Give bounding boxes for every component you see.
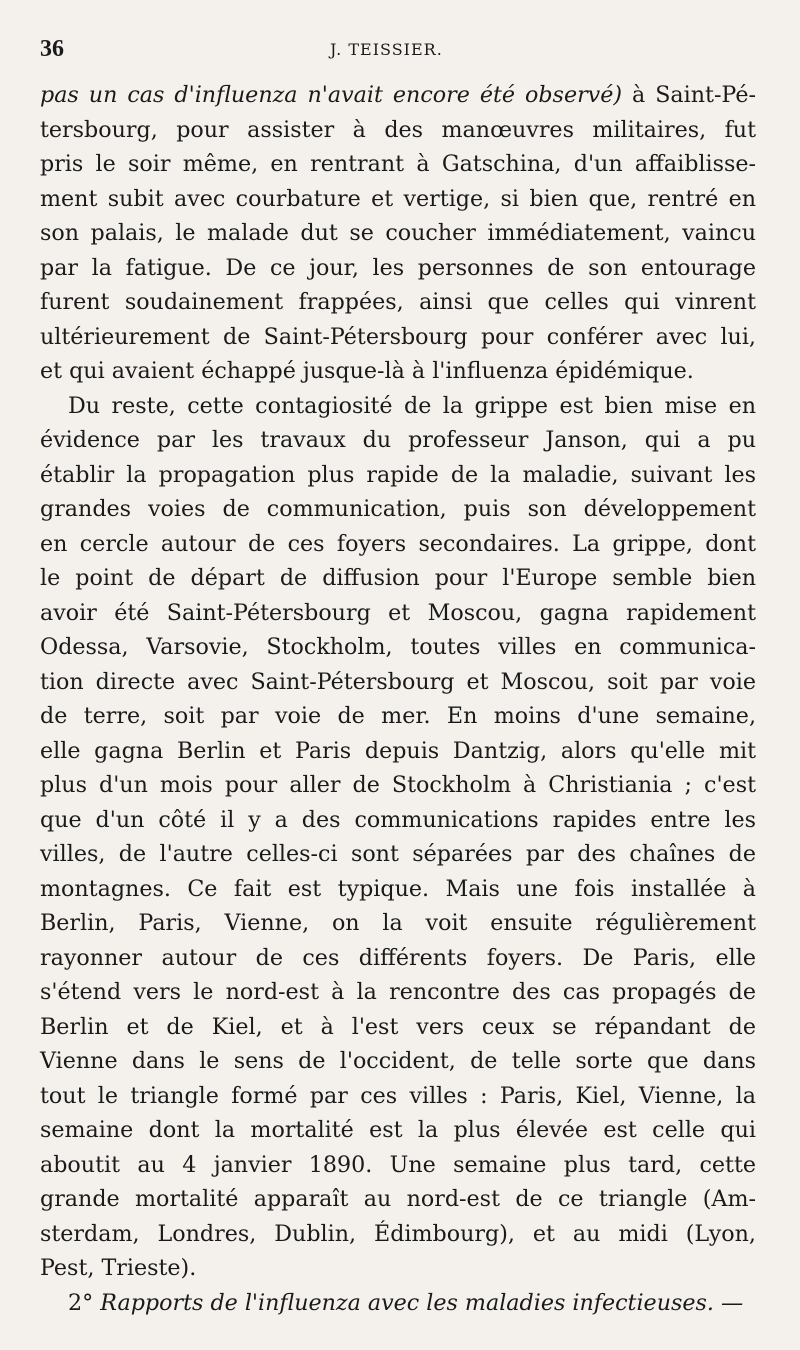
text-line: et qui avaient échappé jusque-là à l'influenza épidémique. [40,358,694,384]
page-number: 36 [40,36,64,62]
text-line: aboutit au 4 janvier 1890. Une semaine plus tard, cette [40,1151,756,1178]
text-line: semaine dont la mortalité est la plus élevée est celle qui [40,1117,756,1143]
page-header [40,30,756,70]
text-line [40,78,756,113]
text-line: son palais, le malade dut se coucher immédiatement, vaincu [40,220,756,246]
text-line: elle gagna Berlin et Paris depuis Dantzig, alors qu'elle mit [40,737,756,764]
running-head: J. TEISSIER. [330,40,443,59]
text-line: villes, de l'autre celles-ci sont séparées par des chaînes de [40,841,756,867]
text-line: le point de départ de diffusion pour l'Europe semble bien [40,565,756,591]
text-line: ment subit avec courbature et vertige, si bien que, rentré en [40,185,756,212]
text-line: rayonner autour de ces différents foyers. De Paris, elle [40,944,756,971]
text-line: sterdam, Londres, Dublin, Édimbourg), et au midi (Lyon, [40,1220,756,1247]
section-heading [40,1286,756,1321]
text-line: établir la propagation plus rapide de la maladie, suivant les [40,461,756,488]
text-line: Berlin et de Kiel, et à l'est vers ceux se répandant de [40,1013,756,1040]
text-line: tersbourg, pour assister à des manœuvres militaires, fut [40,116,756,143]
text-line: grande mortalité apparaît au nord-est de ce triangle (Am- [40,1186,756,1212]
text-line: ultérieurement de Saint-Pétersbourg pour conférer avec lui, [40,323,756,350]
text-line: Odessa, Varsovie, Stockholm, toutes villes en communica- [40,634,756,660]
text-line: tion directe avec Saint-Pétersbourg et Moscou, soit par voie [40,668,756,695]
text-line: grandes voies de communication, puis son développement [40,496,756,522]
text-line: Pest, Trieste). [40,1255,197,1281]
paragraph-2 [40,389,756,1286]
paragraph-1 [40,78,756,389]
text-line: montagnes. Ce fait est typique. Mais une fois installée à [40,875,756,902]
text-line: tout le triangle formé par ces villes : Paris, Kiel, Vienne, la [40,1082,756,1109]
section-number: 2° [68,1289,94,1316]
text-line: par la fatigue. De ce jour, les personnes de son entourage [40,254,756,281]
section-title: Rapports de l'influenza avec les maladies infectieuses. — [100,1289,744,1316]
text-line: avoir été Saint-Pétersbourg et Moscou, gagna rapidement [40,599,756,626]
line-rest: à Saint-Pé- [622,82,756,108]
text-line: que d'un côté il y a des communications rapides entre les [40,806,756,833]
italic-phrase: pas un cas d'influenza n'avait encore été observé) [40,82,622,108]
text-line: furent soudainement frappées, ainsi que celles qui vinrent [40,289,756,315]
text-line: évidence par les travaux du professeur Janson, qui a pu [40,427,756,453]
text-line: Vienne dans le sens de l'occident, de telle sorte que dans [40,1048,756,1074]
text-line: Berlin, Paris, Vienne, on la voit ensuite régulièrement [40,910,756,936]
section-heading-line [40,1286,756,1321]
text-line: Du reste, cette contagiosité de la grippe est bien mise en [68,392,756,419]
text-line: plus d'un mois pour aller de Stockholm à Christiania ; c'est [40,772,756,798]
text-line: de terre, soit par voie de mer. En moins d'une semaine, [40,703,756,729]
text-line: en cercle autour de ces foyers secondaires. La grippe, dont [40,530,756,557]
text-line: pris le soir même, en rentrant à Gatschina, d'un affaiblisse- [40,151,756,177]
text-line: s'étend vers le nord-est à la rencontre des cas propagés de [40,979,756,1005]
body-text [40,78,756,1320]
